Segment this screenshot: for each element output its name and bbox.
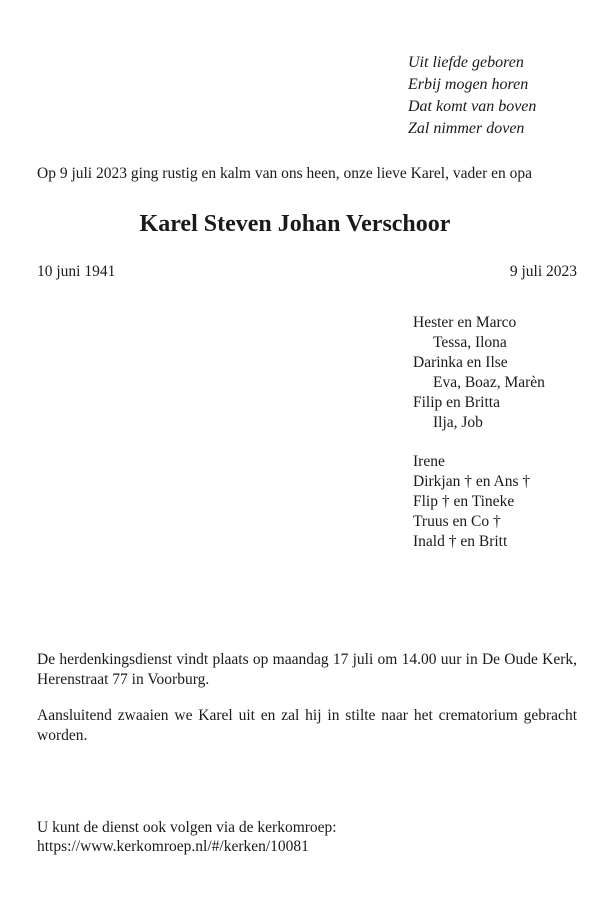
after-service-info: Aansluitend zwaaien we Karel uit en zal hij in stilte naar het crematorium gebracht worden. — [37, 707, 577, 744]
poem-line: Dat komt van boven — [408, 98, 537, 115]
family-kids: Tessa, Ilona — [433, 334, 507, 351]
sibling: Dirkjan † en Ans † — [413, 473, 531, 490]
family-kids: Eva, Boaz, Marèn — [433, 374, 545, 391]
family-kids: Ilja, Job — [433, 414, 483, 431]
sibling: Irene — [413, 453, 445, 470]
sibling: Inald † en Britt — [413, 533, 508, 550]
birth-date: 10 juni 1941 — [37, 263, 116, 280]
sibling: Flip † en Tineke — [413, 493, 515, 510]
poem-line: Zal nimmer doven — [408, 120, 525, 137]
stream-text: U kunt de dienst ook volgen via de kerkomroep: — [37, 819, 337, 836]
poem-line: Uit liefde geboren — [408, 54, 524, 71]
death-date: 9 juli 2023 — [509, 263, 577, 280]
stream-info — [37, 818, 577, 856]
service-info: De herdenkingsdienst vindt plaats op maandag 17 juli om 14.00 uur in De Oude Kerk, Herenstraat 77 in Voorburg. — [37, 651, 577, 688]
family-children-list — [413, 313, 545, 433]
poem-line: Erbij mogen horen — [408, 76, 529, 93]
family-parents: Hester en Marco — [413, 314, 517, 331]
poem — [408, 52, 536, 140]
family-siblings-list — [413, 452, 530, 552]
deceased-name: Karel Steven Johan Verschoor — [139, 211, 451, 237]
stream-url[interactable]: https://www.kerkomroep.nl/#/kerken/10081 — [37, 838, 309, 855]
sibling: Truus en Co † — [413, 513, 501, 530]
family-parents: Darinka en Ilse — [413, 354, 508, 371]
intro-text: Op 9 juli 2023 ging rustig en kalm van ons heen, onze lieve Karel, vader en opa — [37, 165, 533, 182]
family-parents: Filip en Britta — [413, 394, 500, 411]
